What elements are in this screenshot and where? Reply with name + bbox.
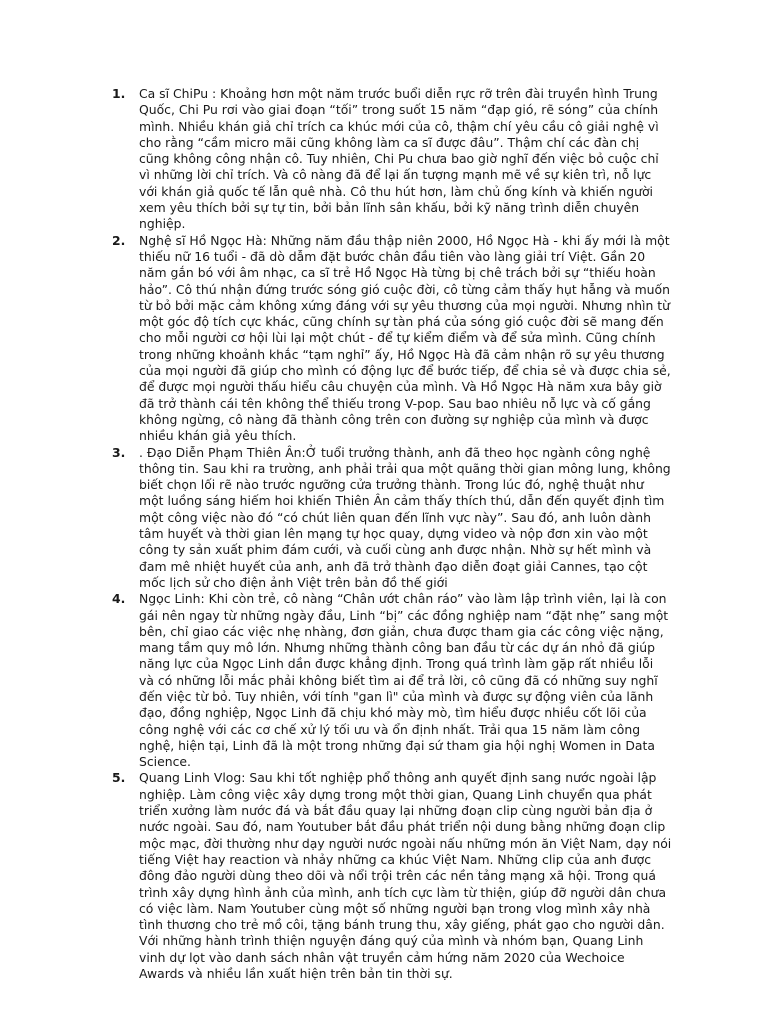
list-item-text: Ca sĩ ChiPu : Khoảng hơn một năm trước buổi diễn rực rỡ trên đài truyền hình Trung Quốc, Chi Pu rơi vào giai đoạn “tối” trong suốt 15 năm “đạp gió, rẽ sóng” của chính mình. Nhiều khán giả chỉ trích ca khúc mới của cô, thậm chí yêu cầu cô giải nghệ vì cho rằng “cầm micro mãi cũng không làm ca sĩ được đâu”. Thậm chí các đàn chị cũng không công nhận cô. Tuy nhiên, Chi Pu chưa bao giờ nghĩ đến việc bỏ cuộc chỉ vì những lời chỉ trích. Và cô nàng đã để lại ấn tượng mạnh mẽ về sự kiên trì, nỗ lực với khán giả quốc tế lẫn quê nhà. Cô thu hút hơn, làm chủ ống kính và khiến người xem yêu thích bởi sự tự tin, bởi bản lĩnh sân khấu, bởi kỹ năng trình diễn chuyên nghiệp. — [139, 86, 659, 232]
list-item-number: 5. — [112, 770, 126, 786]
list-item-text: Nghệ sĩ Hồ Ngọc Hà: Những năm đầu thập niên 2000, Hồ Ngọc Hà - khi ấy mới là một thiếu nữ 16 tuổi - đã dò dẫm đặt bước chân đầu tiên vào làng giải trí Việt. Gần 20 năm gắn bó với âm nhạc, ca sĩ trẻ Hồ Ngọc Hà từng bị chê trách bởi sự “thiếu hoàn hảo”. Cô thú nhận đứng trước sóng gió cuộc đời, cô từng cảm thấy hụt hẫng và muốn từ bỏ bởi mặc cảm không xứng đáng với sự yêu thương của mọi người. Nhưng nhìn từ một góc độ tích cực khác, cũng chính sự tàn phá của sóng gió cuộc đời sẽ mang đến cho mỗi người cơ hội lùi lại một chút - để tự kiểm điểm và để sửa mình. Cũng chính trong những khoảnh khắc “tạm nghỉ” ấy, Hồ Ngọc Hà đã cảm nhận rõ sự yêu thương của mọi người đã giúp cho mình có động lực để bước tiếp, để chia sẻ và được chia sẻ, để được mọi người thấu hiểu câu chuyện của mình. Và Hồ Ngọc Hà năm xưa bây giờ đã trở thành cái tên không thể thiếu trong V-pop. Sau bao nhiêu nỗ lực và cố gắng không ngừng, cô nàng đã thành công trên con đường sự nghiệp của mình và được nhiều khán giả yêu thích. — [139, 232, 671, 444]
numbered-list — [112, 86, 672, 982]
list-item — [112, 770, 672, 982]
list-item-number: 4. — [112, 591, 126, 607]
list-item-text: Quang Linh Vlog: Sau khi tốt nghiệp phổ thông anh quyết định sang nước ngoài lập nghiệp. Làm công việc xây dựng trong một thời gian, Quang Linh chuyển qua phát triển xưởng làm nước đá và bắt đầu quay lại những đoạn clip cùng người bản địa ở nước ngoài. Sau đó, nam Youtuber bắt đầu phát triển nội dung bằng những đoạn clip mộc mạc, đời thường như dạy người nước ngoài nấu những món ăn Việt Nam, dạy nói tiếng Việt hay reaction và nhảy những ca khúc Việt Nam. Những clip của anh được đông đảo người dùng theo dõi và nổi trội trên các nền tảng mạng xã hội. Trong quá trình xây dựng hình ảnh của mình, anh tích cực làm từ thiện, giúp đỡ người dân chưa có việc làm. Nam Youtuber cùng một số những người bạn trong vlog mình xây nhà tình thương cho trẻ mồ côi, tặng bánh trung thu, xây giếng, phát gạo cho người dân. Với những hành trình thiện nguyện đáng quý của mình và nhóm bạn, Quang Linh vinh dự lọt vào danh sách nhân vật truyền cảm hứng năm 2020 của Wechoice Awards và nhiều lần xuất hiện trên bản tin thời sự. — [139, 770, 672, 982]
list-item — [112, 591, 672, 770]
list-item-text: Ngọc Linh: Khi còn trẻ, cô nàng “Chân ướt chân ráo” vào làm lập trình viên, lại là con gái nên ngay từ những ngày đầu, Linh “bị” các đồng nghiệp nam “đặt nhẹ” sang một bên, chỉ giao các việc nhẹ nhàng, đơn giản, chưa được tham gia các công việc nặng, mang tầm quy mô lớn. Nhưng những thành công ban đầu từ các dự án nhỏ đã giúp năng lực của Ngọc Linh dần được khẳng định. Trong quá trình làm gặp rất nhiều lỗi và có những lỗi mắc phải không biết tìm ai để trả lời, cô cũng đã có những suy nghĩ đến việc từ bỏ. Tuy nhiên, với tính "gan lì" của mình và được sự động viên của lãnh đạo, đồng nghiệp, Ngọc Linh đã chịu khó mày mò, tìm hiểu được nhiều cốt lõi của công nghệ với các cơ chế xử lý tối ưu và ổn định nhất. Trải qua 15 năm làm công nghệ, hiện tại, Linh đã là một trong những đại sứ tham gia hội nghị Women in Data Science. — [139, 591, 669, 770]
list-item — [112, 86, 672, 233]
list-item-number: 2. — [112, 232, 126, 248]
list-item — [112, 233, 672, 445]
list-item-text: . Đạo Diễn Phạm Thiên Ân:Ở tuổi trưởng thành, anh đã theo học ngành công nghệ thông tin. Sau khi ra trường, anh phải trải qua một quãng thời gian mông lung, không biết chọn lối rẽ nào trước ngưỡng cửa trưởng thành. Trong lúc đó, nghệ thuật như một luồng sáng hiếm hoi khiến Thiên Ân cảm thấy thích thú, dẫn đến quyết định tìm một công việc nào đó “có chút liên quan đến lĩnh vực này”. Sau đó, anh luôn dành tâm huyết và thời gian lên mạng tự học quay, dựng video và nộp đơn xin vào một công ty sản xuất phim đám cưới, và cuối cùng anh được nhận. Nhờ sự hết mình và đam mê nhiệt huyết của anh, anh đã trở thành đạo diễn đoạt giải Cannes, tạo cột mốc lịch sử cho điện ảnh Việt trên bản đồ thế giới — [139, 444, 671, 590]
list-item-number: 3. — [112, 444, 126, 460]
list-item — [112, 445, 672, 592]
list-item-number: 1. — [112, 86, 126, 101]
